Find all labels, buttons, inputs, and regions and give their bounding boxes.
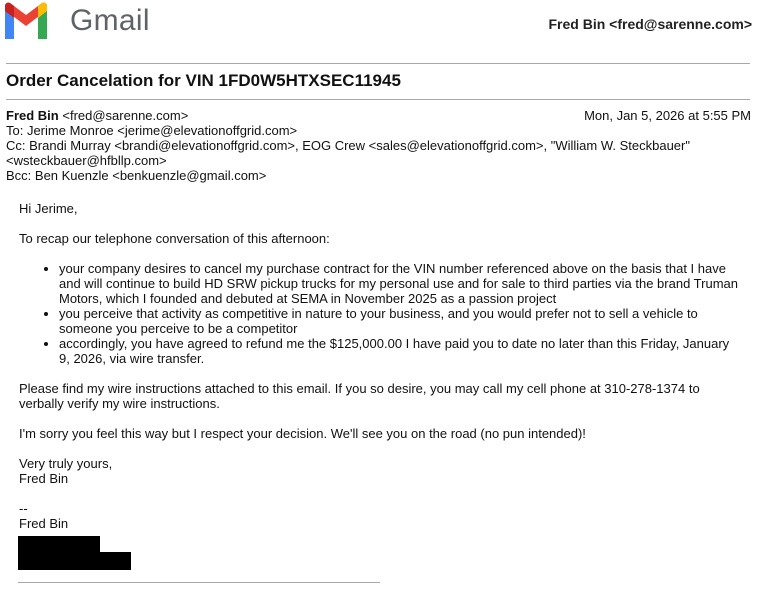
signoff-name: Fred Bin <box>19 471 69 486</box>
header <box>0 0 768 48</box>
list-item: • your company desires to cancel my purchase contract for the VIN number referenced above on the basis that I have and will continue to build HD SRW pickup trucks for my personal use and for sale to third parties via the brand Truman Motors, which I founded and debuted at SEMA in November 2025 as a passion project <box>59 261 739 306</box>
cc-line: Cc: Brandi Murray <brandi@elevationoffgrid.com>, EOG Crew <sales@elevationoffgrid.com>, "William W. Steckbauer" <box>6 138 690 153</box>
signoff: Very truly yours, <box>19 456 113 471</box>
greeting: Hi Jerime, <box>19 201 78 216</box>
bcc-line: Bcc: Ben Kuenzle <benkuenzle@gmail.com> <box>6 168 267 183</box>
redaction-block <box>18 552 131 570</box>
list-item: • you perceive that activity as competitive in nature to your business, and you would prefer not to sell a vehicle to someone you perceive to be a competitor <box>59 306 739 336</box>
from-name: Fred Bin <box>6 108 59 123</box>
email-body <box>19 201 739 531</box>
closing-paragraph: I'm sorry you feel this way but I respect your decision. We'll see you on the road (no pun intended)! <box>19 426 586 441</box>
bottom-divider <box>18 582 380 583</box>
signature-name: Fred Bin <box>19 516 69 531</box>
divider <box>6 63 750 64</box>
from-email: <fred@sarenne.com> <box>62 108 189 123</box>
list-item: • accordingly, you have agreed to refund me the $125,000.00 I have paid you to date no later than this Friday, January 9, 2026, via wire transfer. <box>59 336 739 366</box>
gmail-logo-text: Gmail <box>70 4 150 37</box>
to-line: To: Jerime Monroe <jerime@elevationoffgrid.com> <box>6 123 298 138</box>
email-date: Mon, Jan 5, 2026 at 5:55 PM <box>584 108 751 123</box>
signature-dash: -- <box>19 501 28 516</box>
from-line <box>6 108 751 123</box>
account-label: Fred Bin <fred@sarenne.com> <box>548 16 752 32</box>
bullet-list <box>19 261 739 366</box>
gmail-logo-icon <box>2 2 50 42</box>
cc-line-continued: <wsteckbauer@hfbllp.com> <box>6 153 167 168</box>
email-subject: Order Cancelation for VIN 1FD0W5HTXSEC11945 <box>6 71 401 90</box>
email-metadata <box>6 108 751 183</box>
redaction-block <box>18 536 100 553</box>
recap-paragraph: To recap our telephone conversation of this afternoon: <box>19 231 330 246</box>
wire-paragraph: Please find my wire instructions attached to this email. If you so desire, you may call my cell phone at 310-278-1374 to verbally verify my wire instructions. <box>19 381 700 411</box>
divider <box>6 99 750 100</box>
